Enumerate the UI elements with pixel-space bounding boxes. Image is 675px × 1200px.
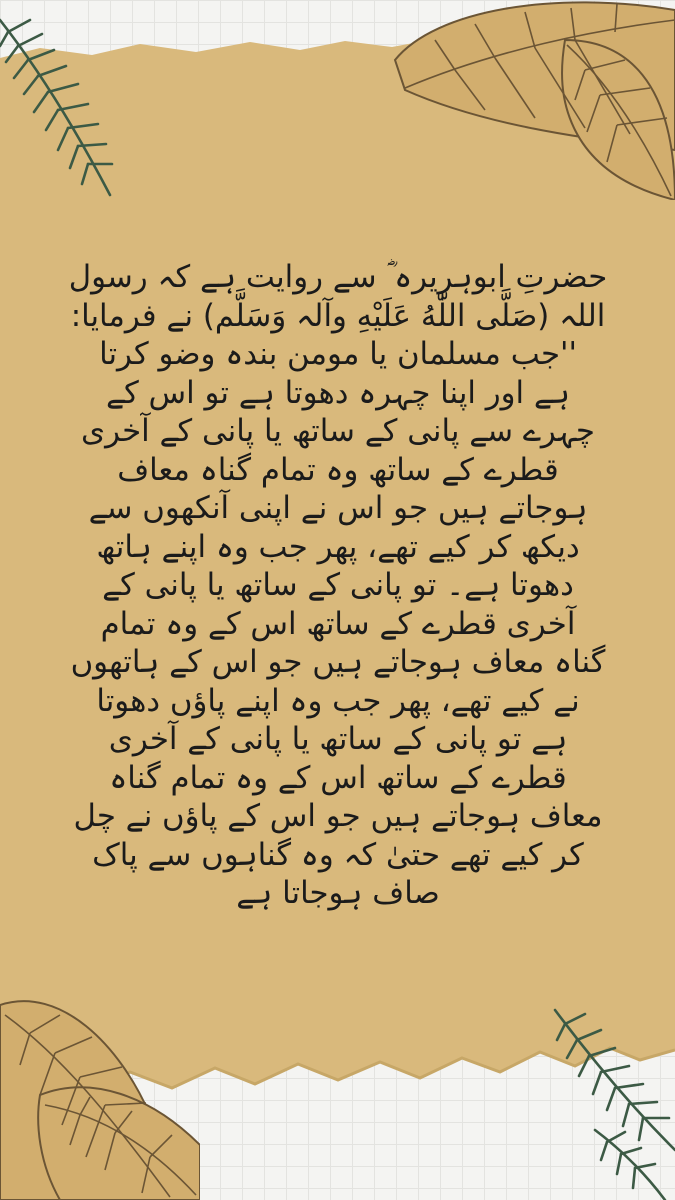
hadith-line: گناہ معاف ہوجاتے ہیں جو اس کے ہاتھوں — [70, 644, 606, 680]
hadith-text — [18, 258, 658, 978]
hadith-line: ہے تو پانی کے ساتھ یا پانی کے آخری — [108, 721, 568, 757]
hadith-line: کر کیے تھے حتیٰ کہ وہ گناہوں سے پاک — [92, 836, 584, 873]
hadith-line: دھوتا ہے۔ تو پانی کے ساتھ یا پانی کے — [102, 567, 574, 603]
hadith-line: حضرتِ ابوہریرہ ؓ سے روایت ہے کہ رسول — [68, 259, 608, 295]
hadith-line: ہے اور اپنا چہرہ دھوتا ہے تو اس کے — [106, 374, 570, 411]
hadith-line: معاف ہوجاتے ہیں جو اس کے پاؤں نے چل — [73, 798, 603, 834]
hadith-line: آخری قطرے کے ساتھ اس کے وہ تمام — [100, 605, 576, 642]
hadith-line: ہوجاتے ہیں جو اس نے اپنی آنکھوں سے — [88, 490, 588, 526]
hadith-line: صاف ہوجاتا ہے — [236, 875, 440, 911]
hadith-line: قطرے کے ساتھ اس کے وہ تمام گناہ — [109, 759, 567, 796]
hadith-line: ''جب مسلمان یا مومن بندہ وضو کرتا — [99, 336, 577, 372]
hadith-line: نے کیے تھے، پھر جب وہ اپنے پاؤں دھوتا — [96, 682, 580, 719]
hadith-line: اللہ (صَلَّى اللّٰهُ عَلَيْهِ وآلہ وَسَلَّم) نے فرمایا: — [70, 297, 606, 334]
hadith-line: دیکھ کر کیے تھے، پھر جب وہ اپنے ہاتھ — [96, 528, 580, 565]
hadith-line: چہرے سے پانی کے ساتھ یا پانی کے آخری — [81, 413, 595, 449]
hadith-line: قطرے کے ساتھ وہ تمام گناہ معاف — [117, 451, 559, 488]
